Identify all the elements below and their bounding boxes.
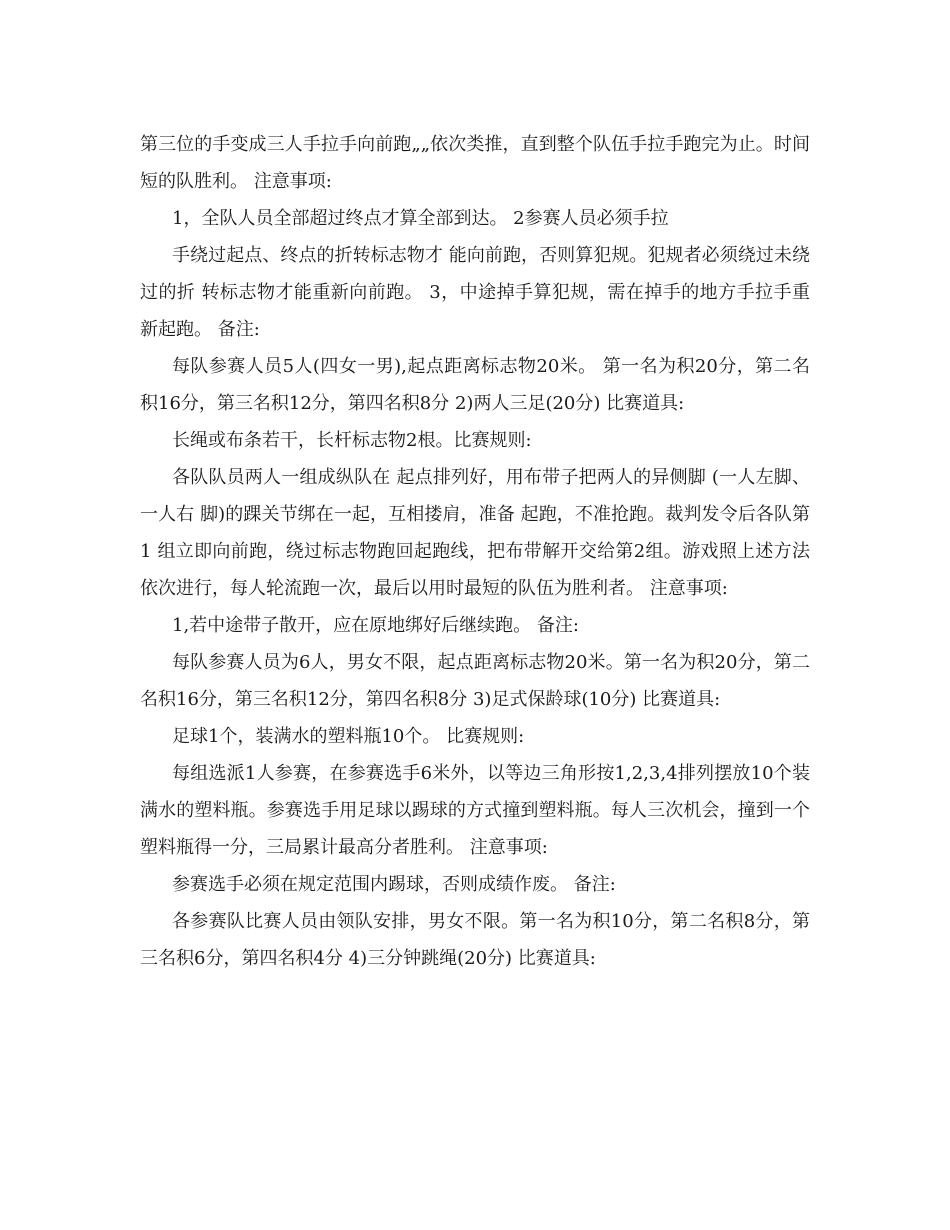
paragraph-three-legged-props: 长绳或布条若干，长杆标志物2根。比赛规则:: [172, 430, 532, 451]
paragraph-relay-remarks: 每队参赛人员5人(四女一男),起点距离标志物20米。 第一名为积20分，第二名积16分，第三名积12分，第四名积8分 2)两人三足(20分) 比赛道具:: [140, 356, 810, 414]
paragraph-bowling-note: 参赛选手必须在规定范围内踢球，否则成绩作废。 备注:: [172, 874, 616, 895]
document-body: [140, 126, 810, 977]
paragraph-bowling-remarks: 各参赛队比赛人员由领队安排，男女不限。第一名为积10分，第二名积8分，第三名积6分，第四名积4分 4)三分钟跳绳(20分) 比赛道具:: [140, 911, 810, 969]
paragraph-three-legged-rules: 各队队员两人一组成纵队在 起点排列好，用布带子把两人的异侧脚 (一人左脚、一人右 脚)的踝关节绑在一起，互相搂肩，准备 起跑，不准抢跑。裁判发令后各队第1 组立即向前跑，绕过标志物跑回起跑线，把布带解开交给第2组。游戏照上述方法依次进行，每人轮流跑一次，最后以用时最短的队伍为胜利者。 注意事项:: [140, 467, 810, 599]
paragraph-three-legged-note: 1,若中途带子散开，应在原地绑好后继续跑。 备注:: [172, 615, 579, 636]
paragraph-relay-continuation: 第三位的手变成三人手拉手向前跑„„依次类推，直到整个队伍手拉手跑完为止。时间短的队胜利。 注意事项:: [140, 134, 810, 192]
paragraph-bowling-props: 足球1个，装满水的塑料瓶10个。 比赛规则:: [172, 726, 525, 747]
paragraph-three-legged-remarks: 每队参赛人员为6人，男女不限，起点距离标志物20米。第一名为积20分，第二名积16分，第三名积12分，第四名积8分 3)足式保龄球(10分) 比赛道具:: [140, 652, 810, 710]
paragraph-bowling-rules: 每组选派1人参赛，在参赛选手6米外，以等边三角形按1,2,3,4排列摆放10个装满水的塑料瓶。参赛选手用足球以踢球的方式撞到塑料瓶。每人三次机会，撞到一个塑料瓶得一分，三局累计最高分者胜利。 注意事项:: [140, 763, 810, 858]
paragraph-relay-note-1: 1，全队人员全部超过终点才算全部到达。 2参赛人员必须手拉: [172, 208, 669, 229]
paragraph-relay-note-2: 手绕过起点、终点的折转标志物才 能向前跑，否则算犯规。犯规者必须绕过未绕过的折 转标志物才能重新向前跑。 3，中途掉手算犯规，需在掉手的地方手拉手重新起跑。 备注:: [140, 245, 810, 340]
